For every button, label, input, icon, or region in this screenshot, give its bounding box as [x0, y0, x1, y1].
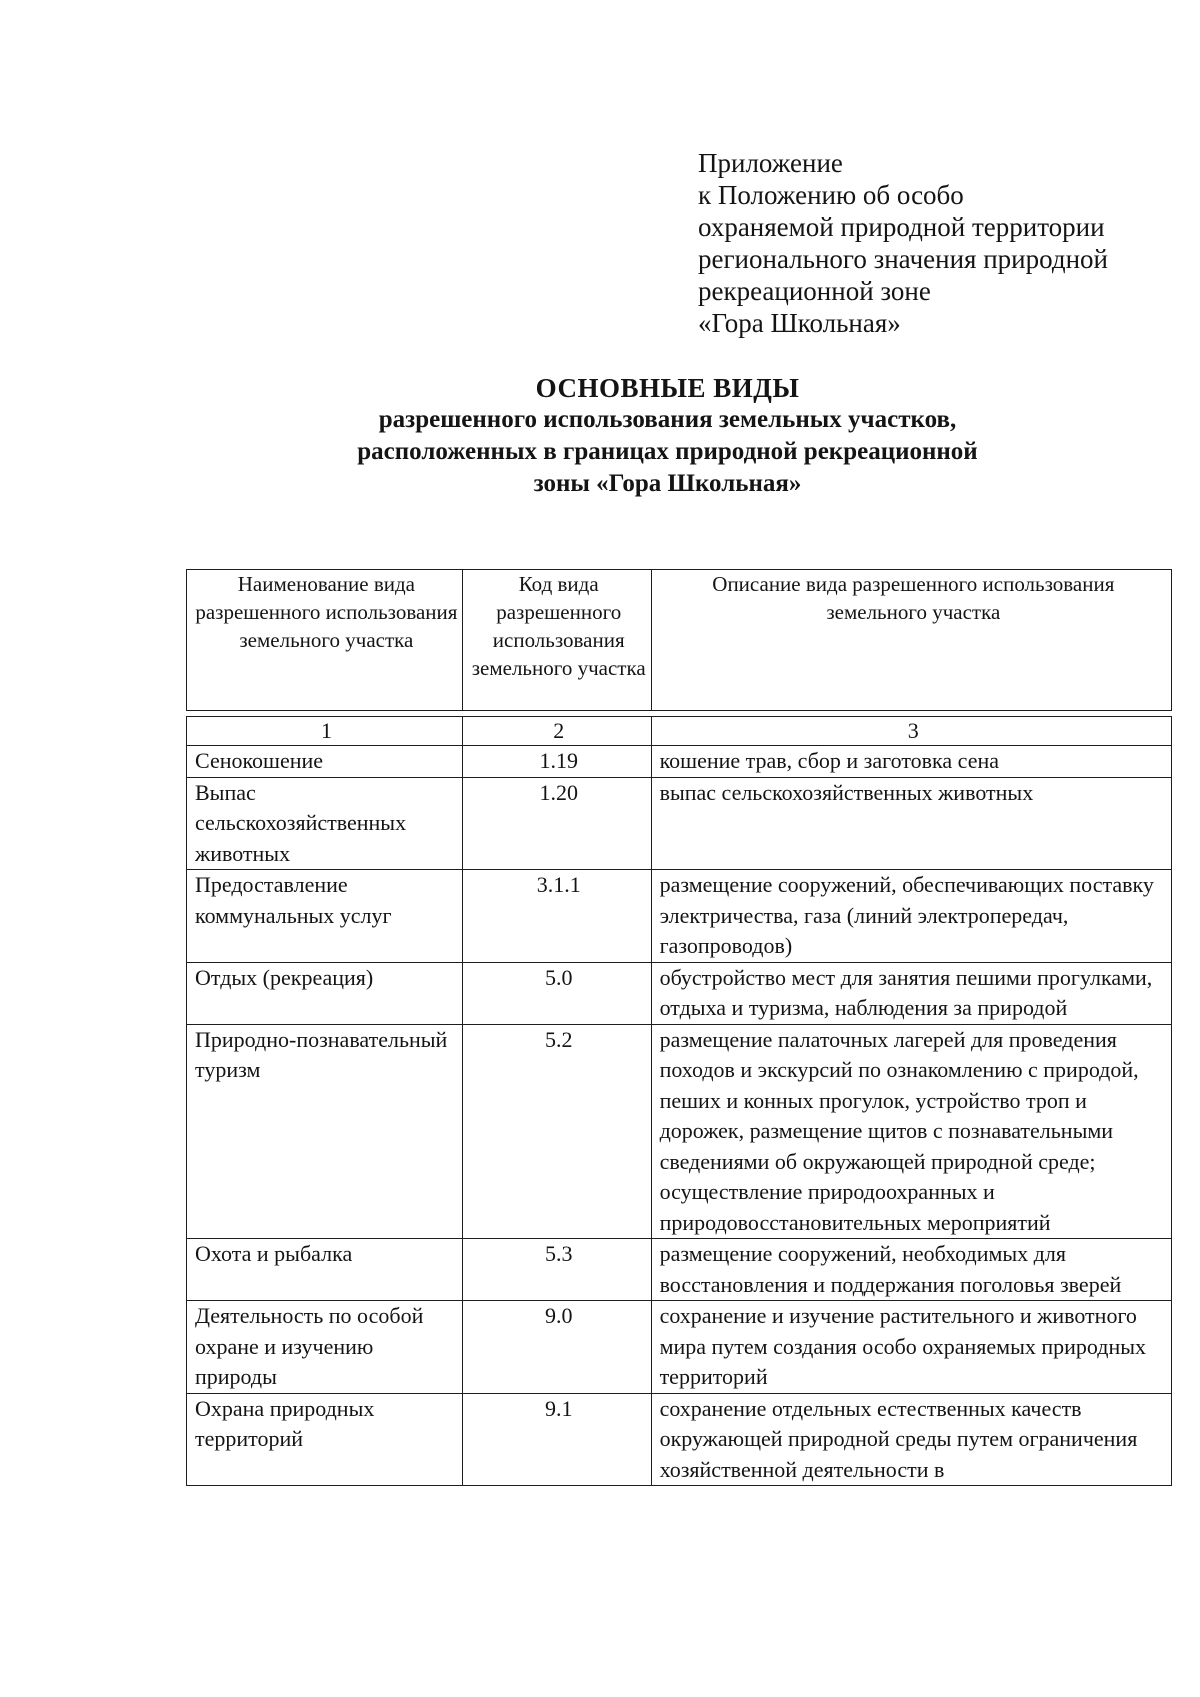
table-row — [187, 746, 1172, 778]
land-use-table — [186, 716, 1172, 1486]
use-description: сохранение отдельных естественных качеств окружающей природной среды путем ограничения хозяйственной деятельности в — [651, 1393, 1171, 1486]
use-name: Охота и рыбалка — [187, 1239, 463, 1301]
table-header — [186, 569, 1172, 711]
annex-block — [698, 147, 1108, 339]
title-subtitle-line: расположенных в границах природной рекреационной — [357, 438, 978, 465]
header-row — [187, 570, 1172, 711]
use-code: 1.20 — [462, 777, 651, 870]
use-code: 3.1.1 — [462, 870, 651, 963]
annex-line: «Гора Школьная» — [698, 308, 901, 338]
document-title — [300, 372, 1035, 500]
use-description: сохранение и изучение растительного и животного мира путем создания особо охраняемых природных территорий — [651, 1301, 1171, 1394]
use-code: 5.2 — [462, 1024, 651, 1239]
column-number: 3 — [651, 717, 1171, 746]
use-name: Отдых (рекреация) — [187, 962, 463, 1024]
use-code: 5.0 — [462, 962, 651, 1024]
use-description: размещение сооружений, необходимых для восстановления и поддержания поголовья зверей — [651, 1239, 1171, 1301]
use-description: размещение палаточных лагерей для проведения походов и экскурсий по ознакомлению с природой, пеших и конных прогулок, устройство троп и дорожек, размещение щитов с познавательными сведениями об окружающей природной среде; осуществление природоохранных и природовосстановительных мероприятий — [651, 1024, 1171, 1239]
use-description: размещение сооружений, обеспечивающих поставку электричества, газа (линий электропередач, газопроводов) — [651, 870, 1171, 963]
table-row — [187, 1301, 1172, 1394]
column-number: 1 — [187, 717, 463, 746]
use-description: кошение трав, сбор и заготовка сена — [651, 746, 1171, 778]
use-name: Выпас сельскохозяйственных животных — [187, 777, 463, 870]
use-description: выпас сельскохозяйственных животных — [651, 777, 1171, 870]
use-name: Предоставление коммунальных услуг — [187, 870, 463, 963]
title-main: ОСНОВНЫЕ ВИДЫ — [535, 373, 800, 403]
use-name: Сенокошение — [187, 746, 463, 778]
annex-line: к Положению об особо — [698, 180, 964, 210]
use-name: Природно-познавательный туризм — [187, 1024, 463, 1239]
column-number: 2 — [462, 717, 651, 746]
column-number-row — [187, 717, 1172, 746]
use-code: 9.1 — [462, 1393, 651, 1486]
table-row — [187, 1239, 1172, 1301]
use-name: Охрана природных территорий — [187, 1393, 463, 1486]
use-code: 9.0 — [462, 1301, 651, 1394]
header-name: Наименование вида разрешенного использования земельного участка — [187, 570, 463, 711]
use-code: 5.3 — [462, 1239, 651, 1301]
use-code: 1.19 — [462, 746, 651, 778]
annex-line: охраняемой природной территории — [698, 212, 1105, 242]
table-row — [187, 1024, 1172, 1239]
title-subtitle-line: разрешенного использования земельных участков, — [378, 406, 957, 433]
header-code: Код вида разрешенного использования земельного участка — [462, 570, 651, 711]
annex-line: Приложение — [698, 148, 843, 178]
annex-line: регионального значения природной — [698, 244, 1108, 274]
use-name: Деятельность по особой охране и изучению природы — [187, 1301, 463, 1394]
title-subtitle-line: зоны «Гора Школьная» — [533, 470, 802, 497]
annex-line: рекреационной зоне — [698, 276, 931, 306]
use-description: обустройство мест для занятия пешими прогулками, отдыха и туризма, наблюдения за природой — [651, 962, 1171, 1024]
table-row — [187, 1393, 1172, 1486]
table-row — [187, 777, 1172, 870]
table-row — [187, 962, 1172, 1024]
table-row — [187, 870, 1172, 963]
header-description: Описание вида разрешенного использования земельного участка — [651, 570, 1171, 711]
